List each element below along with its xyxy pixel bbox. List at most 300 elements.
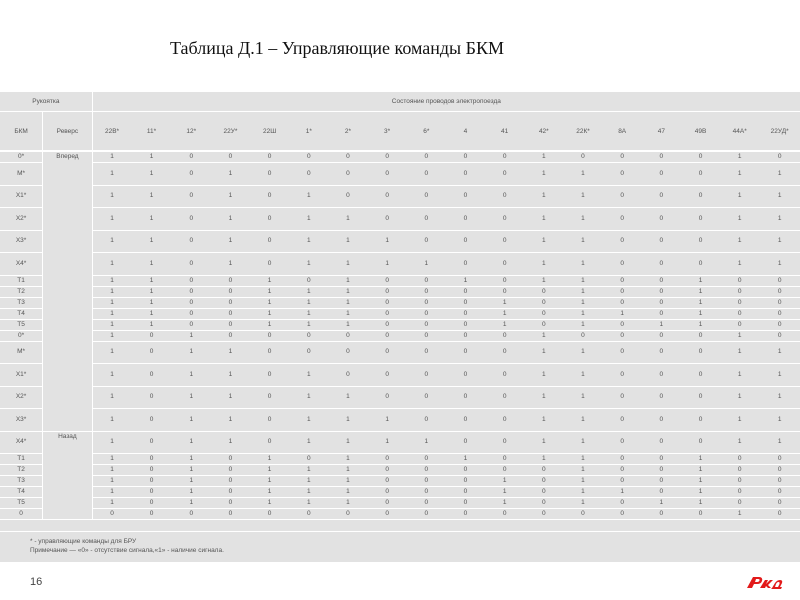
cell-signal-value: 1 — [172, 364, 211, 387]
cell-signal-value: 0 — [603, 275, 642, 286]
cell-signal-value: 1 — [289, 286, 328, 297]
cell-signal-value: 1 — [289, 230, 328, 253]
cell-signal-value: 1 — [250, 465, 289, 476]
cell-signal-value: 0 — [642, 330, 681, 341]
cell-signal-value: 1 — [328, 286, 367, 297]
cell-signal-value: 1 — [524, 431, 563, 454]
cell-signal-value: 0 — [172, 253, 211, 276]
cell-signal-value: 1 — [524, 364, 563, 387]
table-row — [0, 286, 800, 297]
cell-signal-value: 0 — [407, 364, 446, 387]
cell-signal-value: 0 — [407, 308, 446, 319]
cell-signal-value: 0 — [681, 208, 720, 231]
cell-signal-value: 1 — [328, 431, 367, 454]
header-row-top — [0, 92, 800, 112]
cell-signal-value: 1 — [524, 151, 563, 163]
cell-signal-value: 1 — [92, 364, 131, 387]
cell-signal-value: 1 — [328, 476, 367, 487]
cell-signal-value: 0 — [642, 509, 681, 520]
cell-signal-value: 1 — [92, 386, 131, 409]
cell-signal-value: 0 — [485, 208, 524, 231]
cell-signal-value: 1 — [720, 386, 759, 409]
cell-signal-value: 0 — [172, 509, 211, 520]
cell-signal-value: 1 — [759, 386, 800, 409]
cell-signal-value: 0 — [642, 308, 681, 319]
cell-signal-value: 0 — [172, 185, 211, 208]
cell-signal-value: 1 — [524, 230, 563, 253]
cell-signal-value: 0 — [446, 341, 485, 364]
cell-signal-value: 1 — [250, 297, 289, 308]
cell-signal-value: 1 — [211, 386, 250, 409]
header-wire: 49В — [681, 112, 720, 152]
cell-signal-value: 1 — [328, 487, 367, 498]
cell-signal-value: 1 — [172, 498, 211, 509]
cell-signal-value: 0 — [524, 286, 563, 297]
cell-signal-value: 1 — [211, 185, 250, 208]
cell-signal-value: 0 — [368, 151, 407, 163]
header-wire: 4 — [446, 112, 485, 152]
cell-signal-value: 0 — [603, 341, 642, 364]
cell-signal-value: 1 — [92, 431, 131, 454]
table-row — [0, 208, 800, 231]
cell-signal-value: 0 — [446, 364, 485, 387]
cell-signal-value: 1 — [759, 341, 800, 364]
cell-bkm-position: Х1* — [0, 185, 43, 208]
cell-signal-value: 0 — [446, 409, 485, 432]
cell-signal-value: 0 — [681, 386, 720, 409]
header-wire: 44А* — [720, 112, 759, 152]
cell-signal-value: 1 — [289, 208, 328, 231]
note-asterisk: * - управляющие команды для БРУ — [30, 538, 137, 545]
cell-signal-value: 1 — [92, 409, 131, 432]
cell-signal-value: 0 — [368, 509, 407, 520]
cell-signal-value: 0 — [485, 409, 524, 432]
cell-signal-value: 0 — [759, 319, 800, 330]
cell-signal-value: 0 — [131, 364, 171, 387]
cell-signal-value: 1 — [485, 487, 524, 498]
cell-signal-value: 0 — [759, 275, 800, 286]
cell-signal-value: 1 — [211, 364, 250, 387]
cell-signal-value: 1 — [92, 253, 131, 276]
cell-signal-value: 0 — [289, 330, 328, 341]
cell-signal-value: 1 — [446, 275, 485, 286]
cell-signal-value: 1 — [172, 341, 211, 364]
cell-signal-value: 1 — [759, 230, 800, 253]
cell-signal-value: 1 — [485, 319, 524, 330]
cell-signal-value: 1 — [131, 230, 171, 253]
cell-signal-value: 1 — [603, 487, 642, 498]
cell-signal-value: 0 — [407, 286, 446, 297]
cell-signal-value: 0 — [407, 297, 446, 308]
cell-signal-value: 0 — [172, 151, 211, 163]
cell-signal-value: 0 — [131, 498, 171, 509]
cell-signal-value: 0 — [759, 476, 800, 487]
cell-signal-value: 1 — [250, 308, 289, 319]
cell-signal-value: 0 — [485, 151, 524, 163]
cell-signal-value: 0 — [211, 319, 250, 330]
cell-signal-value: 0 — [603, 509, 642, 520]
cell-signal-value: 1 — [92, 487, 131, 498]
cell-signal-value: 0 — [759, 151, 800, 163]
cell-signal-value: 1 — [681, 487, 720, 498]
cell-signal-value: 1 — [289, 364, 328, 387]
cell-signal-value: 1 — [720, 509, 759, 520]
cell-signal-value: 0 — [563, 330, 602, 341]
cell-signal-value: 0 — [642, 465, 681, 476]
cell-signal-value: 0 — [681, 163, 720, 186]
cell-signal-value: 0 — [172, 275, 211, 286]
cell-signal-value: 0 — [446, 319, 485, 330]
cell-signal-value: 1 — [563, 308, 602, 319]
cell-signal-value: 0 — [328, 509, 367, 520]
cell-signal-value: 1 — [524, 409, 563, 432]
cell-signal-value: 1 — [524, 454, 563, 465]
cell-signal-value: 1 — [92, 297, 131, 308]
cell-bkm-position: 0* — [0, 330, 43, 341]
cell-signal-value: 1 — [131, 151, 171, 163]
cell-signal-value: 0 — [211, 275, 250, 286]
cell-signal-value: 1 — [759, 163, 800, 186]
cell-signal-value: 0 — [131, 454, 171, 465]
cell-signal-value: 1 — [681, 308, 720, 319]
cell-signal-value: 0 — [603, 286, 642, 297]
cell-signal-value: 0 — [681, 341, 720, 364]
cell-signal-value: 0 — [642, 208, 681, 231]
cell-signal-value: 0 — [642, 185, 681, 208]
cell-signal-value: 0 — [681, 230, 720, 253]
cell-signal-value: 1 — [485, 476, 524, 487]
cell-signal-value: 1 — [563, 341, 602, 364]
cell-signal-value: 0 — [131, 330, 171, 341]
cell-signal-value: 1 — [92, 163, 131, 186]
cell-signal-value: 1 — [172, 330, 211, 341]
cell-signal-value: 1 — [131, 253, 171, 276]
cell-signal-value: 1 — [92, 151, 131, 163]
cell-signal-value: 0 — [407, 185, 446, 208]
cell-signal-value: 0 — [485, 230, 524, 253]
cell-signal-value: 0 — [603, 465, 642, 476]
cell-signal-value: 0 — [759, 487, 800, 498]
cell-reverse-direction: Вперед — [43, 151, 93, 431]
cell-signal-value: 1 — [92, 185, 131, 208]
cell-signal-value: 1 — [681, 454, 720, 465]
cell-bkm-position: 0* — [0, 151, 43, 163]
cell-signal-value: 1 — [524, 341, 563, 364]
cell-signal-value: 0 — [524, 465, 563, 476]
cell-signal-value: 0 — [642, 163, 681, 186]
cell-signal-value: 1 — [446, 454, 485, 465]
cell-signal-value: 1 — [720, 431, 759, 454]
cell-signal-value: 0 — [603, 208, 642, 231]
cell-bkm-position: М* — [0, 341, 43, 364]
cell-signal-value: 0 — [131, 341, 171, 364]
cell-bkm-position: М* — [0, 163, 43, 186]
cell-signal-value: 0 — [485, 330, 524, 341]
commands-table-container — [0, 92, 800, 562]
cell-signal-value: 1 — [289, 487, 328, 498]
cell-signal-value: 0 — [563, 151, 602, 163]
header-wire: 8А — [603, 112, 642, 152]
table-notes — [30, 537, 224, 555]
cell-signal-value: 0 — [328, 151, 367, 163]
cell-bkm-position: Х4* — [0, 253, 43, 276]
cell-signal-value: 0 — [407, 487, 446, 498]
cell-signal-value: 1 — [289, 297, 328, 308]
cell-signal-value: 0 — [172, 163, 211, 186]
cell-signal-value: 0 — [407, 330, 446, 341]
cell-signal-value: 0 — [368, 498, 407, 509]
cell-signal-value: 1 — [172, 465, 211, 476]
cell-signal-value: 0 — [368, 465, 407, 476]
cell-signal-value: 1 — [642, 498, 681, 509]
cell-signal-value: 0 — [603, 297, 642, 308]
cell-signal-value: 0 — [131, 465, 171, 476]
table-row — [0, 185, 800, 208]
cell-signal-value: 0 — [681, 409, 720, 432]
cell-signal-value: 0 — [172, 297, 211, 308]
cell-signal-value: 0 — [759, 454, 800, 465]
cell-signal-value: 0 — [250, 386, 289, 409]
cell-signal-value: 1 — [328, 308, 367, 319]
cell-signal-value: 1 — [563, 498, 602, 509]
cell-signal-value: 0 — [446, 230, 485, 253]
header-wire: 12* — [172, 112, 211, 152]
cell-signal-value: 1 — [759, 364, 800, 387]
cell-signal-value: 0 — [642, 151, 681, 163]
cell-signal-value: 0 — [720, 308, 759, 319]
cell-signal-value: 0 — [211, 487, 250, 498]
cell-signal-value: 1 — [524, 330, 563, 341]
cell-signal-value: 0 — [407, 208, 446, 231]
cell-signal-value: 0 — [642, 253, 681, 276]
cell-signal-value: 0 — [720, 498, 759, 509]
cell-signal-value: 0 — [289, 163, 328, 186]
cell-signal-value: 0 — [131, 386, 171, 409]
cell-signal-value: 1 — [211, 230, 250, 253]
cell-signal-value: 1 — [92, 498, 131, 509]
cell-signal-value: 1 — [328, 454, 367, 465]
notes-divider — [0, 531, 800, 532]
cell-signal-value: 1 — [131, 286, 171, 297]
cell-signal-value: 0 — [720, 487, 759, 498]
cell-signal-value: 1 — [250, 275, 289, 286]
cell-signal-value: 1 — [289, 431, 328, 454]
cell-signal-value: 0 — [407, 275, 446, 286]
cell-signal-value: 0 — [131, 476, 171, 487]
cell-signal-value: 0 — [446, 308, 485, 319]
cell-signal-value: 1 — [368, 409, 407, 432]
cell-signal-value: 0 — [485, 386, 524, 409]
header-handle: Рукоятка — [0, 92, 92, 112]
cell-signal-value: 1 — [211, 341, 250, 364]
page-title: Таблица Д.1 – Управляющие команды БКМ — [170, 38, 504, 58]
cell-signal-value: 1 — [720, 163, 759, 186]
table-row — [0, 364, 800, 387]
cell-bkm-position: Х1* — [0, 364, 43, 387]
cell-bkm-position: Т1 — [0, 275, 43, 286]
cell-signal-value: 1 — [759, 431, 800, 454]
cell-signal-value: 1 — [172, 454, 211, 465]
cell-signal-value: 1 — [131, 297, 171, 308]
cell-signal-value: 0 — [328, 163, 367, 186]
cell-signal-value: 0 — [211, 476, 250, 487]
cell-signal-value: 0 — [603, 498, 642, 509]
cell-signal-value: 1 — [328, 230, 367, 253]
cell-signal-value: 0 — [250, 185, 289, 208]
cell-signal-value: 0 — [603, 319, 642, 330]
commands-table — [0, 92, 800, 520]
cell-signal-value: 0 — [642, 230, 681, 253]
cell-signal-value: 1 — [563, 487, 602, 498]
cell-signal-value: 0 — [524, 319, 563, 330]
cell-signal-value: 0 — [681, 509, 720, 520]
cell-signal-value: 0 — [642, 341, 681, 364]
cell-signal-value: 0 — [563, 509, 602, 520]
cell-signal-value: 0 — [485, 454, 524, 465]
cell-signal-value: 1 — [211, 409, 250, 432]
cell-signal-value: 0 — [250, 208, 289, 231]
cell-signal-value: 0 — [250, 341, 289, 364]
cell-signal-value: 0 — [642, 476, 681, 487]
cell-signal-value: 0 — [250, 151, 289, 163]
table-row — [0, 341, 800, 364]
cell-signal-value: 0 — [485, 364, 524, 387]
cell-bkm-position: Х2* — [0, 386, 43, 409]
cell-signal-value: 0 — [524, 297, 563, 308]
cell-signal-value: 0 — [446, 487, 485, 498]
cell-signal-value: 1 — [92, 476, 131, 487]
cell-signal-value: 1 — [563, 286, 602, 297]
cell-signal-value: 1 — [524, 185, 563, 208]
cell-signal-value: 0 — [759, 297, 800, 308]
cell-signal-value: 0 — [681, 185, 720, 208]
cell-signal-value: 1 — [211, 163, 250, 186]
cell-signal-value: 1 — [328, 498, 367, 509]
cell-signal-value: 1 — [289, 185, 328, 208]
cell-signal-value: 1 — [131, 308, 171, 319]
table-row — [0, 308, 800, 319]
cell-signal-value: 1 — [172, 431, 211, 454]
cell-bkm-position: Т1 — [0, 454, 43, 465]
cell-signal-value: 0 — [368, 319, 407, 330]
cell-signal-value: 0 — [446, 465, 485, 476]
cell-signal-value: 0 — [211, 308, 250, 319]
cell-bkm-position: Т3 — [0, 476, 43, 487]
cell-signal-value: 1 — [289, 319, 328, 330]
cell-signal-value: 0 — [681, 431, 720, 454]
cell-signal-value: 1 — [250, 498, 289, 509]
cell-signal-value: 1 — [407, 431, 446, 454]
cell-signal-value: 1 — [328, 409, 367, 432]
cell-signal-value: 0 — [368, 163, 407, 186]
cell-signal-value: 1 — [92, 465, 131, 476]
cell-signal-value: 0 — [720, 275, 759, 286]
cell-bkm-position: Х3* — [0, 409, 43, 432]
cell-signal-value: 0 — [211, 297, 250, 308]
cell-signal-value: 0 — [407, 230, 446, 253]
cell-signal-value: 0 — [603, 330, 642, 341]
cell-signal-value: 1 — [681, 297, 720, 308]
cell-signal-value: 0 — [211, 454, 250, 465]
cell-signal-value: 1 — [563, 275, 602, 286]
cell-signal-value: 1 — [250, 286, 289, 297]
cell-signal-value: 0 — [759, 286, 800, 297]
cell-signal-value: 0 — [368, 454, 407, 465]
cell-signal-value: 0 — [720, 319, 759, 330]
cell-signal-value: 0 — [368, 330, 407, 341]
cell-signal-value: 1 — [92, 286, 131, 297]
header-wire: 22УД* — [759, 112, 800, 152]
cell-signal-value: 1 — [250, 319, 289, 330]
cell-signal-value: 1 — [131, 275, 171, 286]
cell-bkm-position: Т2 — [0, 286, 43, 297]
cell-signal-value: 1 — [250, 487, 289, 498]
cell-bkm-position: Х2* — [0, 208, 43, 231]
cell-signal-value: 0 — [642, 487, 681, 498]
cell-signal-value: 1 — [250, 454, 289, 465]
cell-signal-value: 1 — [681, 465, 720, 476]
header-wire: 11* — [131, 112, 171, 152]
header-bkm: БКМ — [0, 112, 43, 152]
cell-signal-value: 0 — [603, 364, 642, 387]
cell-signal-value: 0 — [446, 476, 485, 487]
cell-signal-value: 1 — [289, 498, 328, 509]
cell-signal-value: 0 — [642, 275, 681, 286]
header-wire: 3* — [368, 112, 407, 152]
cell-signal-value: 1 — [368, 253, 407, 276]
cell-signal-value: 1 — [131, 319, 171, 330]
table-row — [0, 330, 800, 341]
cell-signal-value: 0 — [289, 151, 328, 163]
cell-signal-value: 0 — [642, 286, 681, 297]
cell-bkm-position: Т4 — [0, 487, 43, 498]
cell-bkm-position: 0 — [0, 509, 43, 520]
cell-signal-value: 1 — [681, 476, 720, 487]
cell-signal-value: 1 — [563, 208, 602, 231]
cell-signal-value: 0 — [328, 341, 367, 364]
cell-signal-value: 1 — [368, 431, 407, 454]
table-row — [0, 319, 800, 330]
cell-signal-value: 1 — [172, 386, 211, 409]
table-row — [0, 253, 800, 276]
cell-signal-value: 0 — [446, 297, 485, 308]
cell-signal-value: 1 — [563, 409, 602, 432]
cell-signal-value: 0 — [446, 163, 485, 186]
cell-signal-value: 1 — [524, 208, 563, 231]
cell-signal-value: 0 — [250, 409, 289, 432]
cell-reverse-direction: Назад — [43, 431, 93, 520]
cell-signal-value: 0 — [720, 454, 759, 465]
table-row — [0, 163, 800, 186]
cell-signal-value: 0 — [250, 431, 289, 454]
cell-signal-value: 1 — [563, 163, 602, 186]
cell-signal-value: 0 — [485, 465, 524, 476]
cell-bkm-position: Х4* — [0, 431, 43, 454]
cell-signal-value: 0 — [131, 431, 171, 454]
cell-signal-value: 0 — [603, 163, 642, 186]
cell-signal-value: 0 — [131, 487, 171, 498]
cell-signal-value: 0 — [681, 364, 720, 387]
header-wire: 47 — [642, 112, 681, 152]
cell-signal-value: 0 — [368, 275, 407, 286]
cell-signal-value: 1 — [563, 454, 602, 465]
cell-signal-value: 0 — [250, 330, 289, 341]
table-row — [0, 476, 800, 487]
cell-signal-value: 0 — [446, 286, 485, 297]
cell-signal-value: 0 — [211, 509, 250, 520]
cell-signal-value: 0 — [759, 498, 800, 509]
cell-signal-value: 1 — [681, 498, 720, 509]
